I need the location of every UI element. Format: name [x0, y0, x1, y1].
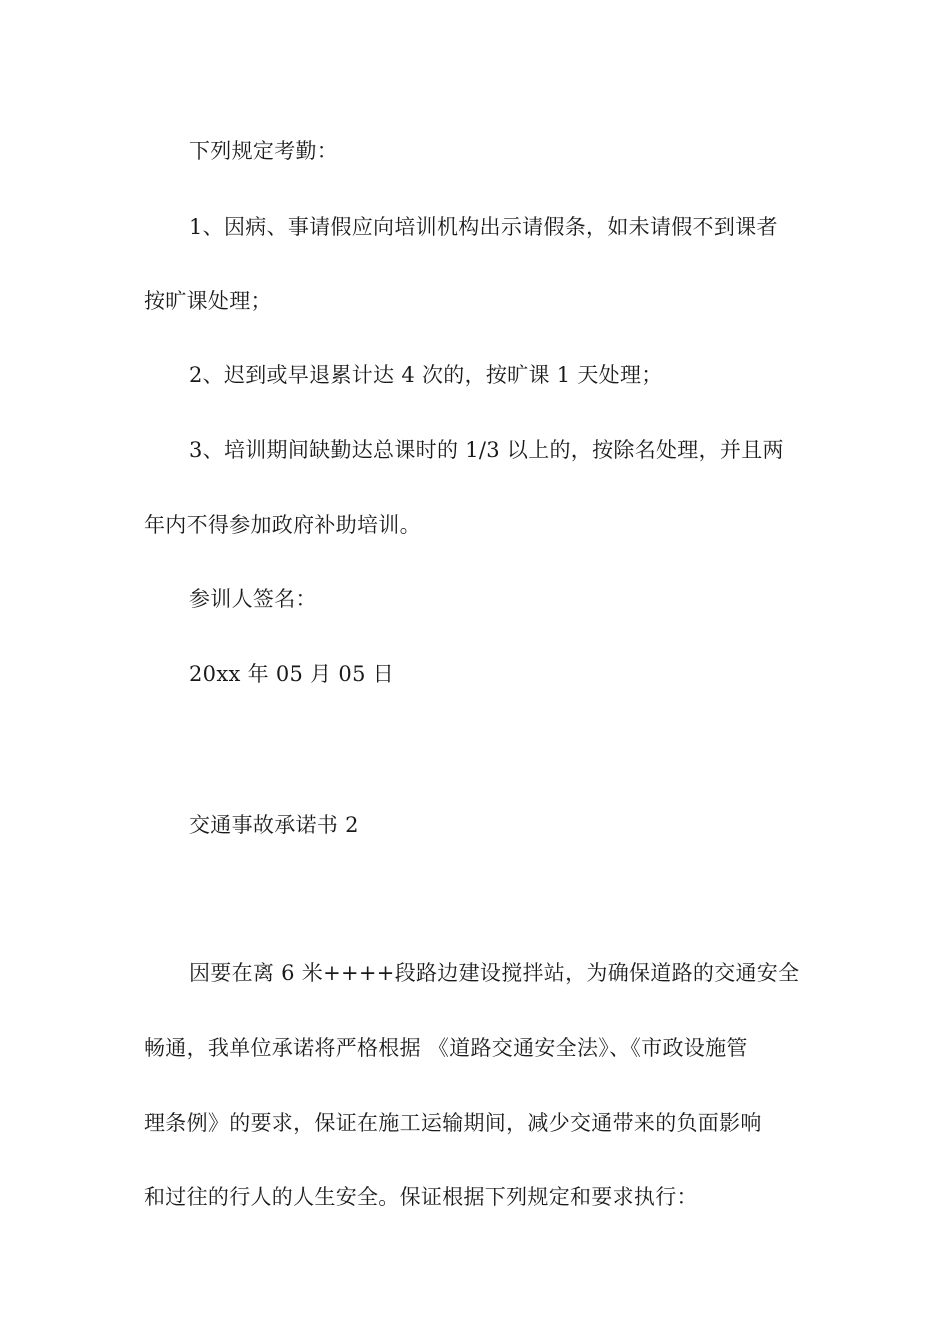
text-line: 年内不得参加政府补助培训。: [144, 513, 421, 537]
text-line: 理条例》的要求，保证在施工运输期间，减少交通带来的负面影响: [144, 1111, 762, 1135]
section-title: 交通事故承诺书 2: [189, 813, 359, 837]
text-line: 按旷课处理；: [144, 289, 272, 313]
text-line: 下列规定考勤：: [189, 139, 339, 163]
text-line: 因要在离 6 米++++段路边建设搅拌站，为确保道路的交通安全: [189, 961, 800, 985]
text-line: 2、迟到或早退累计达 4 次的，按旷课 1 天处理；: [189, 363, 663, 387]
date-line: 20xx 年 05 月 05 日: [189, 662, 395, 686]
text-line: 3、培训期间缺勤达总课时的 1/3 以上的，按除名处理，并且两: [189, 438, 784, 462]
text-line: 和过往的行人的人生安全。保证根据下列规定和要求执行：: [144, 1185, 698, 1209]
signature-label: 参训人签名：: [189, 587, 317, 611]
text-line: 1、因病、事请假应向培训机构出示请假条，如未请假不到课者: [189, 215, 778, 239]
text-line: 畅通，我单位承诺将严格根据 《道路交通安全法》、《市政设施管: [144, 1036, 748, 1060]
